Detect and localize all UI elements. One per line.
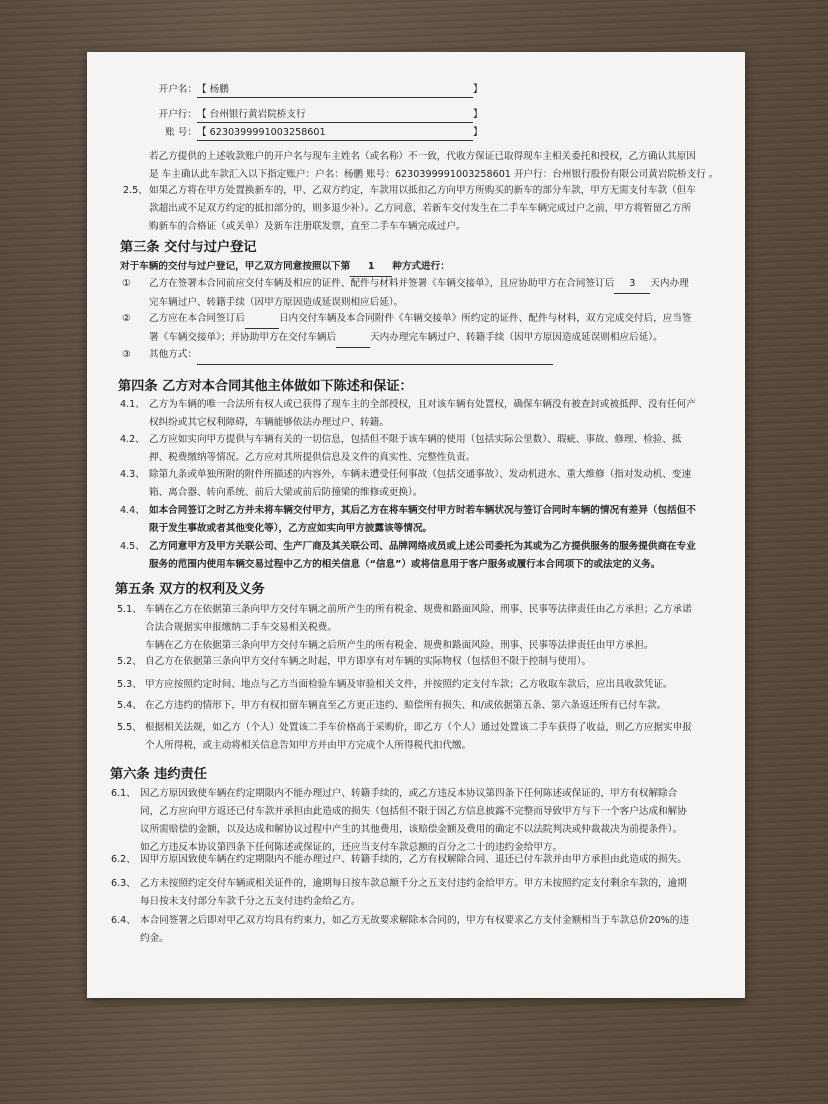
option-2 <box>149 310 691 348</box>
clause-number: 5.5、 <box>117 722 142 733</box>
account-holder-value: 【 杨鹏 <box>197 83 473 98</box>
text-line: 在乙方违约的情形下，甲方有权扣留车辆直至乙方更正违约、赔偿所有损失、和/或依据第五条、第六条返还所有已付车款。 <box>145 700 667 711</box>
clause-number: 2.5、 <box>123 185 148 196</box>
clause-number: 6.3、 <box>111 878 136 889</box>
method-number-field: 1 <box>350 258 392 277</box>
text-line: 乙方未按照约定交付车辆或相关证件的，逾期每日按车款总额千分之五支付违约金给甲方。甲方未按照约定支付剩余车款的，逾期 <box>140 878 687 889</box>
text-line: 约金。 <box>140 933 169 944</box>
bank-branch-value: 【 台州银行黄岩院桥支行 <box>197 108 473 123</box>
clause-5-3 <box>145 676 673 694</box>
option-1-marker: ① <box>122 278 131 289</box>
option-2-marker: ② <box>122 313 131 324</box>
text-line: 押、税费缴纳等情况。乙方应对其所提供信息及文件的真实性、完整性负责。 <box>149 452 476 463</box>
text-line: 乙方为车辆的唯一合法所有权人或已获得了现车主的全部授权，且对该车辆有处置权，确保车辆没有被查封或被抵押、没有任何产 <box>149 399 696 410</box>
text-line: 车辆在乙方在依据第三条向甲方交付车辆之后所产生的所有税金、规费和路面风险、刑事、民事等法律责任由甲方承担。 <box>145 640 654 651</box>
text-line: 同，乙方应向甲方返还已付车款并承担由此造成的损失（包括但不限于因乙方信息披露不完整而导致甲方与下一个客户达成和解协 <box>140 806 687 817</box>
clause-6-4 <box>140 912 689 948</box>
clause-number: 4.4、 <box>120 505 145 516</box>
clause-number: 5.4、 <box>117 700 142 711</box>
text-line: 购新车的合格证（或关单）及新车注册联发票，直至二手车车辆完成过户。 <box>149 221 466 232</box>
text-span: 乙方应在本合同签订后 <box>149 313 245 324</box>
clause-number: 5.2、 <box>117 656 142 667</box>
text-line: 如果乙方将在甲方处置换新车的，甲、乙双方约定，车款用以抵扣乙方向甲方所购买的新车的部分车款，甲方无需支付车款（但车 <box>149 185 696 196</box>
clause-4-4 <box>149 502 696 538</box>
close-bracket: 】 <box>473 84 483 95</box>
clause-4-1 <box>149 396 696 432</box>
account-number-row <box>149 126 483 141</box>
text-line: 除第九条或单独所附的附件所描述的内容外，车辆未遭受任何事故（包括交通事故）、发动机进水、重大维修（指对发动机、变速 <box>149 469 692 480</box>
text-line: 个人所得税，或主动将相关信息告知甲方并由甲方完成个人所得税代扣代缴。 <box>145 740 472 751</box>
section-5-title: 第五条 双方的权利及义务 <box>115 582 265 597</box>
account-number-value: 【 6230399991003258601 <box>197 126 473 141</box>
option-3 <box>149 346 553 365</box>
intro-paragraph <box>149 148 718 184</box>
contract-page <box>87 52 745 998</box>
clause-number: 5.3、 <box>117 679 142 690</box>
clause-4-2 <box>149 431 681 467</box>
clause-5-4 <box>145 697 666 715</box>
account-holder-label: 开户名： <box>158 84 197 95</box>
text-line: 因甲方原因致使车辆在约定期限内不能办理过户、转籍手续的，乙方有权解除合同、退还已付车款并由甲方承担由此造成的损失。 <box>140 854 687 865</box>
clause-4-5 <box>149 538 696 574</box>
text-line: 限于发生事故或者其他变化等），乙方应如实向甲方披露该等情况。 <box>149 523 433 534</box>
clause-6-3 <box>140 875 687 911</box>
clause-number: 6.2、 <box>111 854 136 865</box>
text-line: 是 车主确认此车款汇入以下指定账户：户名：杨鹏 账号：6230399991003258601 开户行：台州银行股份有限公司黄岩院桥支行 。 <box>149 169 719 180</box>
text-line: 车辆在乙方在依据第三条向甲方交付车辆之前所产生的所有税金、规费和路面风险、刑事、民事等法律责任由乙方承担；乙方承诺 <box>145 604 692 615</box>
clause-number: 4.5、 <box>120 541 145 552</box>
clause-number: 6.4、 <box>111 915 136 926</box>
clause-number: 4.2、 <box>120 434 145 445</box>
section-3-title: 第三条 交付与过户登记 <box>120 240 257 255</box>
clause-number: 6.1、 <box>111 788 136 799</box>
text-line: 乙方应如实向甲方提供与车辆有关的一切信息，包括但不限于该车辆的使用（包括实际公里数）、瑕疵、事故、修理、检验、抵 <box>149 434 682 445</box>
close-bracket: 】 <box>473 109 483 120</box>
close-bracket: 】 <box>473 127 483 138</box>
text-span: 日内交付车辆及本合同附件《车辆交接单》所约定的证件、配件与材料，双方完成交付后，应当签 <box>278 313 692 324</box>
text-span: 对于车辆的交付与过户登记，甲乙双方同意按照以下第 <box>120 261 351 272</box>
text-line: 如乙方违反本协议第四条下任何陈述或保证的，还应当支付车款总额的百分之二十的违约金给甲方。 <box>140 842 563 853</box>
section-6-title: 第六条 违约责任 <box>110 767 207 782</box>
account-number-label: 账 号： <box>165 127 197 138</box>
text-line: 服务的范围内使用车辆交易过程中乙方的相关信息（“信息”）或将信息用于客户服务或履行本合同项下的或法定的义务。 <box>149 559 661 570</box>
other-method-field <box>197 346 553 365</box>
clause-2-5 <box>149 182 696 236</box>
text-line: 完车辆过户、转籍手续（因甲方原因造成延误则相应后延）。 <box>149 297 404 308</box>
clause-5-5 <box>145 719 692 755</box>
text-span: 种方式进行： <box>392 261 450 272</box>
text-span: 乙方在签署本合同前应交付车辆及相应的证件、配件与材料并签署《车辆交接单》，且应协助甲方在合同签订后 <box>149 278 615 289</box>
text-line: 根据相关法规，如乙方（个人）处置该二手车价格高于采购价，即乙方（个人）通过处置该二手车获得了收益，则乙方应据实申报 <box>145 722 692 733</box>
blank-field <box>245 310 279 329</box>
text-line: 甲方应按照约定时间、地点与乙方当面检验车辆及审验相关文件，并按照约定支付车款；乙方收取车款后，应出具收款凭证。 <box>145 679 673 690</box>
days-field: 3 <box>614 275 650 294</box>
text-line: 因乙方原因致使车辆在约定期限内不能办理过户、转籍手续的，或乙方违反本协议第四条下任何陈述或保证的，甲方有权解除合 <box>140 788 678 799</box>
clause-5-1 <box>145 601 692 655</box>
section-4-title: 第四条 乙方对本合同其他主体做如下陈述和保证： <box>118 379 413 394</box>
clause-number: 4.3、 <box>120 469 145 480</box>
text-span: 署《车辆交接单》；并协助甲方在交付车辆后 <box>149 332 337 343</box>
text-line: 款超出或不足双方约定的抵扣部分的，则多退少补）。乙方同意，若新车交付发生在二手车车辆完成过户之前，甲方将暂留乙方所 <box>149 203 692 214</box>
clause-4-3 <box>149 466 691 502</box>
option-1 <box>149 275 689 312</box>
account-holder-row <box>149 83 483 98</box>
text-line: 如本合同签订之时乙方并未将车辆交付甲方，其后乙方在将车辆交付甲方时若车辆状况与签订合同时车辆的情况有差异（包括但不 <box>149 505 696 516</box>
clause-6-1 <box>140 785 687 857</box>
bank-branch-row <box>149 108 483 123</box>
clause-6-2 <box>140 851 687 869</box>
text-line: 每日按未支付部分车款千分之五支付违约金给乙方。 <box>140 896 361 907</box>
clause-5-2 <box>145 653 591 671</box>
text-line: 乙方同意甲方及甲方关联公司、生产厂商及其关联公司、品牌网络成员或上述公司委托为其或为乙方提供服务的服务提供商在专业 <box>149 541 696 552</box>
clause-number: 5.1、 <box>117 604 142 615</box>
text-span: 天内办理 <box>650 278 689 289</box>
text-line: 权纠纷或其它权利障碍，车辆能够依法办理过户、转籍。 <box>149 417 389 428</box>
text-line: 合法合规据实申报缴纳二手车交易相关税费。 <box>145 622 337 633</box>
text-line: 本合同签署之后即对甲乙双方均具有约束力，如乙方无故要求解除本合同的，甲方有权要求乙方支付金额相当于车款总价20%的违 <box>140 915 689 926</box>
text-line: 箱、离合器、转向系统、前后大梁或前后防撞梁的维修或更换）。 <box>149 487 423 498</box>
text-span: 天内办理完车辆过户、转籍手续（因甲方原因造成延误则相应后延）。 <box>370 332 663 343</box>
text-line: 自乙方在依据第三条向甲方交付车辆之时起，甲方即享有对车辆的实际物权（包括但不限于控制与使用）。 <box>145 656 592 667</box>
option-3-marker: ③ <box>122 349 131 360</box>
text-line: 若乙方提供的上述收款账户的开户名与现车主姓名（或名称）不一致，代收方保证已取得现车主相关委托和授权，乙方确认其原因 <box>149 151 696 162</box>
text-line: 议所需赔偿的金额，以及达成和解协议过程中产生的其他费用，该赔偿金额及费用的确定不以法院判决或仲裁裁决为前提条件）。 <box>140 824 683 835</box>
text-span: 其他方式： <box>149 349 197 360</box>
bank-branch-label: 开户行： <box>158 109 197 120</box>
clause-number: 4.1、 <box>120 399 145 410</box>
